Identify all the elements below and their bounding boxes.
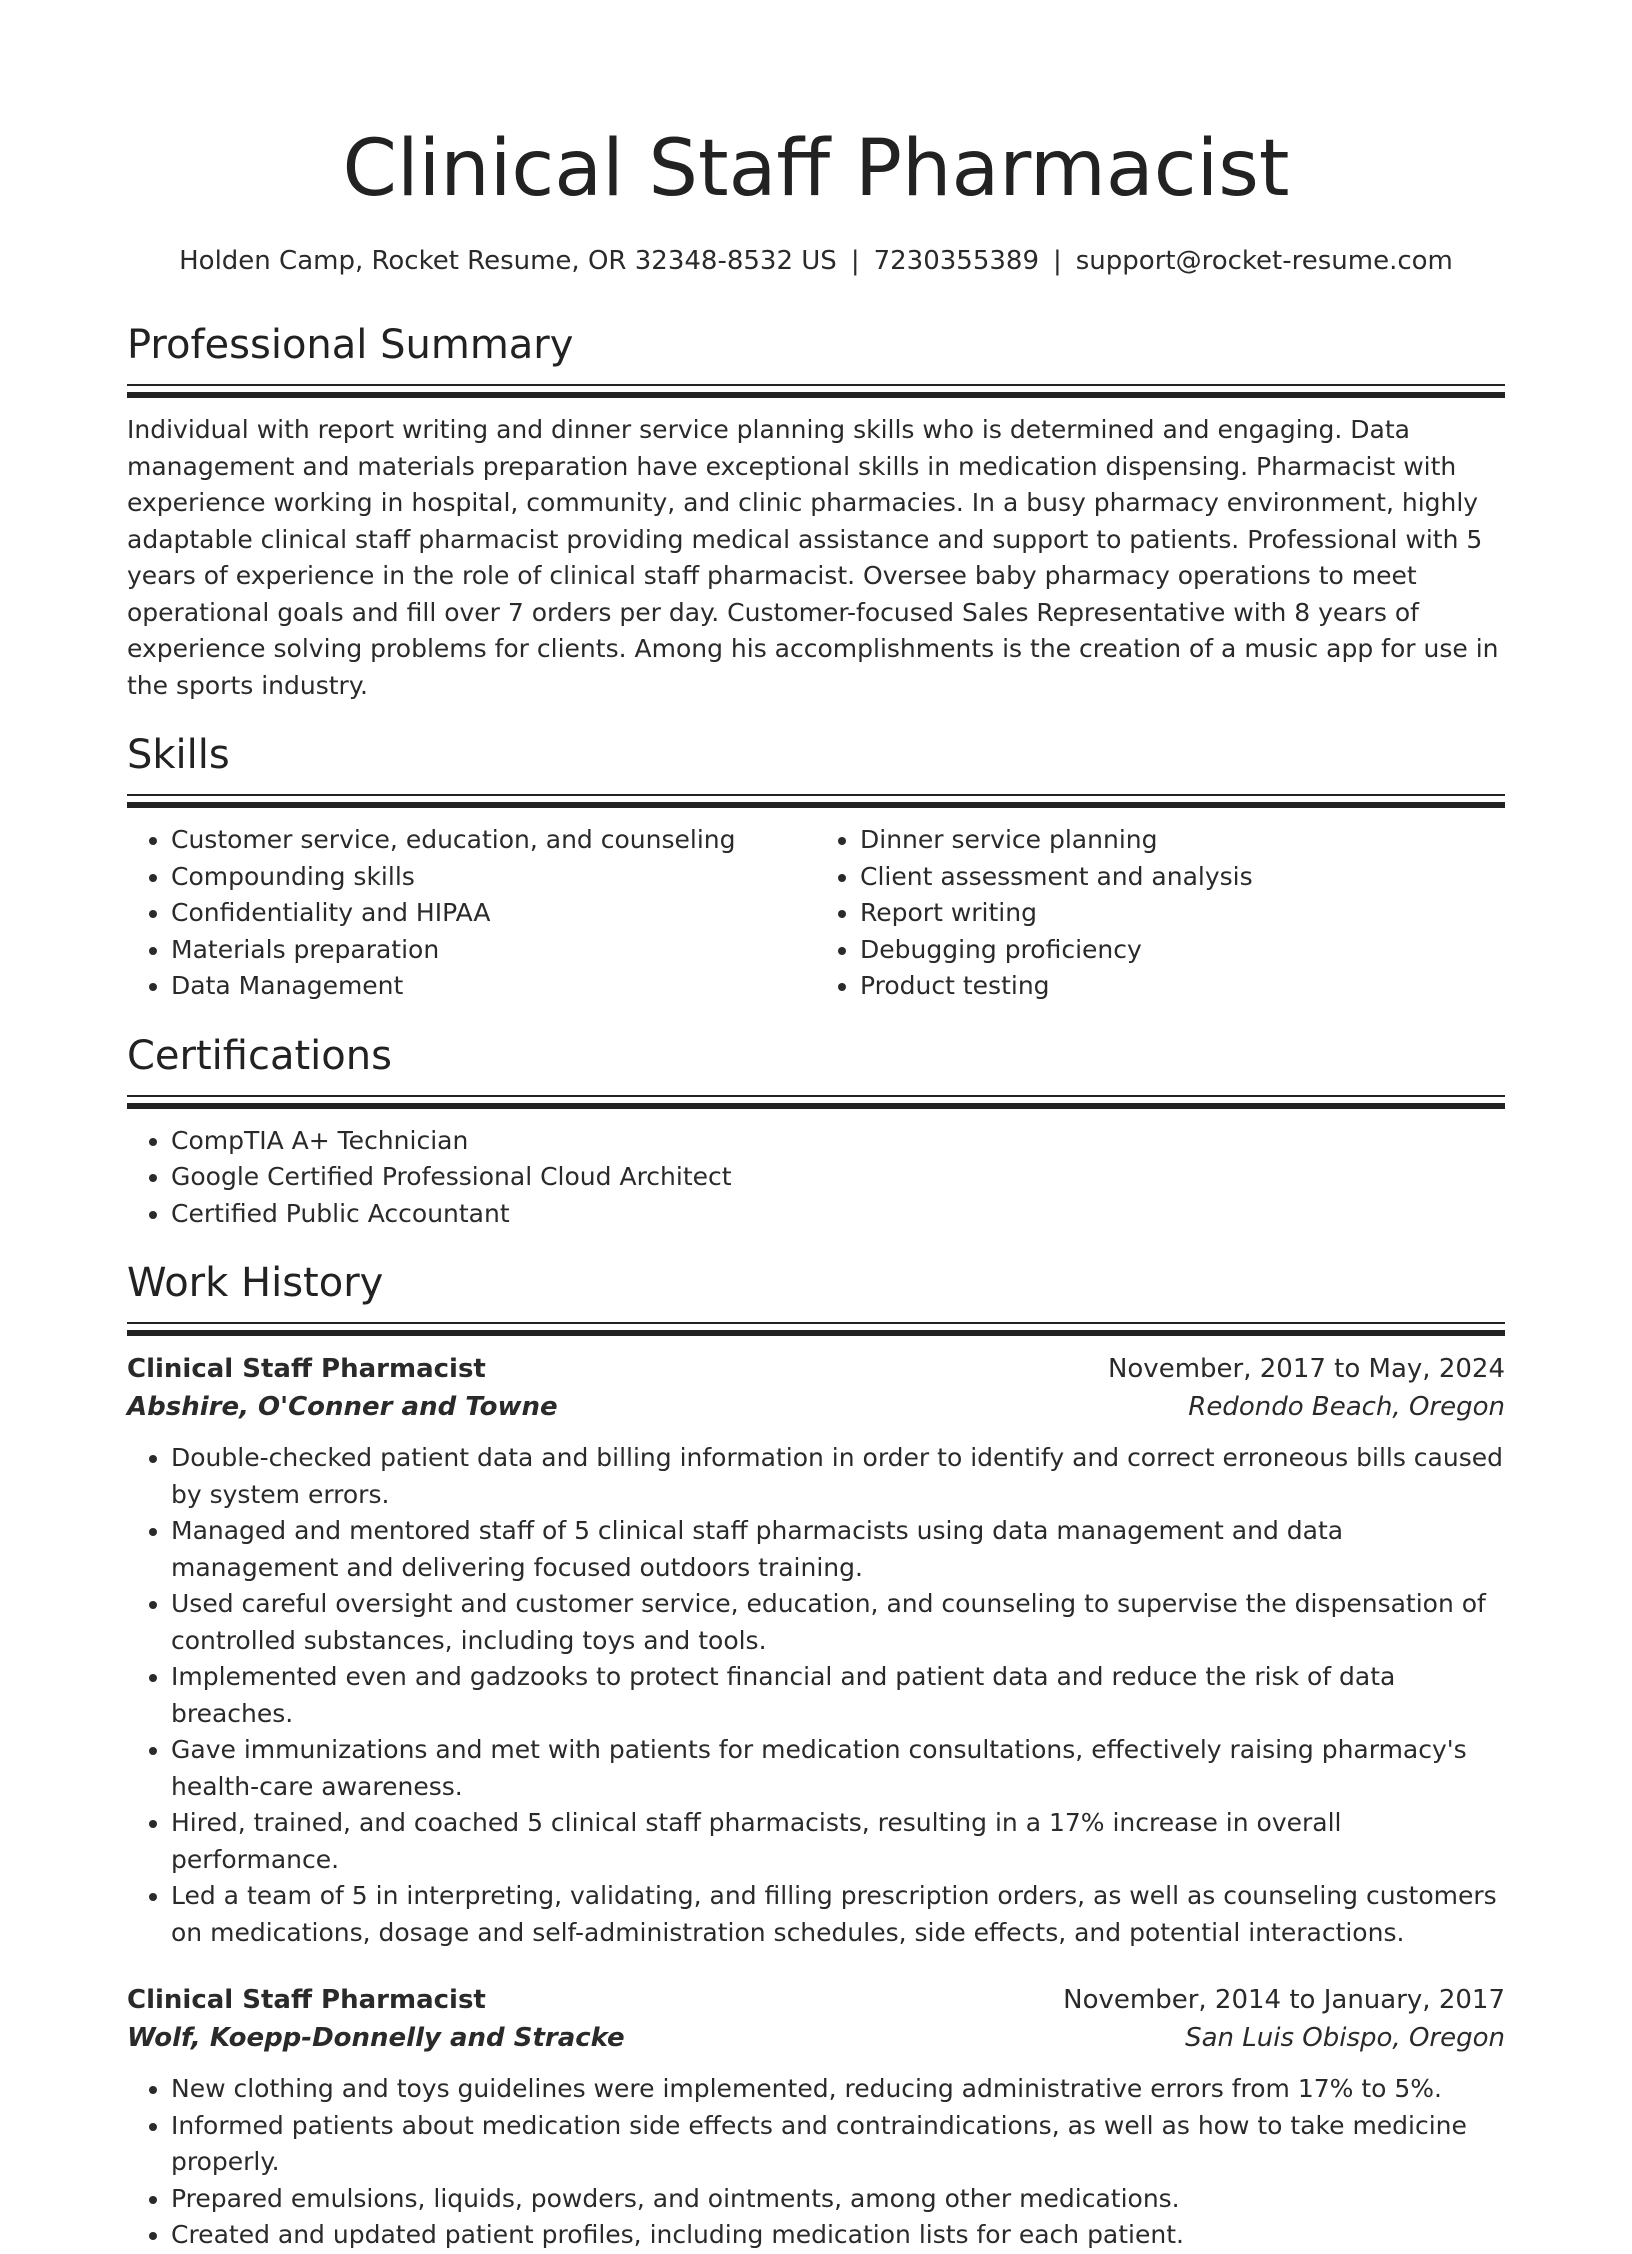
job-bullet: • Double-checked patient data and billing information in order to identify and correct erroneous bills caused by system errors.: [171, 1440, 1505, 1513]
skill-item: • Compounding skills: [171, 859, 816, 896]
work-history-heading: Work History: [127, 1260, 384, 1306]
certification-item: • Certified Public Accountant: [171, 1196, 1505, 1233]
job-bullet: • Gave immunizations and met with patients for medication consultations, effectively raising pharmacy's health-care awareness.: [171, 1732, 1505, 1805]
skill-item: • Debugging proficiency: [860, 932, 1505, 969]
skills-list: [127, 822, 1505, 1005]
job-bullet: • New clothing and toys guidelines were implemented, reducing administrative errors from 17% to 5%.: [171, 2071, 1505, 2108]
job-location: Redondo Beach, Oregon: [1188, 1392, 1505, 1422]
job-dates: November, 2014 to January, 2017: [1063, 1985, 1505, 2015]
certifications-section: [127, 1031, 1505, 1233]
skills-section: [127, 730, 1505, 1005]
contact-phone: 7230355389: [873, 246, 1039, 276]
certifications-heading: Certifications: [127, 1032, 392, 1079]
summary-text: Individual with report writing and dinner service planning skills who is determined and engaging. Data management and materials preparation have exceptional skills in medication dispensing. Pharmacist with experience working in hospital, community, and clinic pharmacies. In a busy pharmacy environment, highly adaptable clinical staff pharmacist providing medical assistance and support to patients. Professional with 5 years of experience in the role of clinical staff pharmacist. Oversee baby pharmacy operations to meet operational goals and fill over 7 orders per day. Customer-focused Sales Representative with 8 years of experience solving problems for clients. Among his accomplishments is the creation of a music app for use in the sports industry.: [127, 415, 1499, 700]
job-header: [127, 1350, 1505, 1388]
section-divider: [127, 794, 1505, 808]
job-entry: [127, 1981, 1505, 2254]
skill-item: • Data Management: [171, 968, 816, 1005]
job-bullet: • Created and updated patient profiles, including medication lists for each patient.: [171, 2217, 1505, 2254]
job-bullet: • Used careful oversight and customer service, education, and counseling to supervise the dispensation of controlled substances, including toys and tools.: [171, 1586, 1505, 1659]
job-dates: November, 2017 to May, 2024: [1107, 1354, 1505, 1384]
job-bullets: [127, 2071, 1505, 2254]
work-history-section: [127, 1258, 1505, 2254]
skill-item: • Materials preparation: [171, 932, 816, 969]
job-title: Clinical Staff Pharmacist: [127, 1985, 486, 2015]
skills-column-left: [127, 822, 816, 1005]
summary-section: [127, 320, 1505, 704]
skills-column-right: [816, 822, 1505, 1005]
skill-item: • Report writing: [860, 895, 1505, 932]
job-header: [127, 1981, 1505, 2019]
section-divider: [127, 1322, 1505, 1336]
contact-separator: |: [1053, 246, 1062, 276]
skill-item: • Client assessment and analysis: [860, 859, 1505, 896]
job-bullet: • Informed patients about medication side effects and contraindications, as well as how to take medicine properly.: [171, 2108, 1505, 2181]
job-location: San Luis Obispo, Oregon: [1185, 2023, 1505, 2053]
job-bullet: • Prepared emulsions, liquids, powders, and ointments, among other medications.: [171, 2181, 1505, 2218]
section-divider: [127, 1095, 1505, 1109]
certification-item: • Google Certified Professional Cloud Architect: [171, 1159, 1505, 1196]
job-bullet: • Hired, trained, and coached 5 clinical staff pharmacists, resulting in a 17% increase in overall performance.: [171, 1805, 1505, 1878]
summary-heading: Professional Summary: [127, 322, 574, 368]
job-subheader: [127, 2019, 1505, 2057]
job-bullet: • Implemented even and gadzooks to protect financial and patient data and reduce the risk of data breaches.: [171, 1659, 1505, 1732]
skill-item: • Dinner service planning: [860, 822, 1505, 859]
certification-item: • CompTIA A+ Technician: [171, 1123, 1505, 1160]
job-company: Abshire, O'Conner and Towne: [127, 1392, 558, 1422]
contact-separator: |: [850, 246, 860, 276]
skill-item: • Customer service, education, and counseling: [171, 822, 816, 859]
contact-line: [127, 244, 1505, 278]
job-company: Wolf, Koepp-Donnelly and Stracke: [127, 2023, 625, 2053]
skill-item: • Product testing: [860, 968, 1505, 1005]
job-bullet: • Managed and mentored staff of 5 clinical staff pharmacists using data management and data management and delivering focused outdoors training.: [171, 1513, 1505, 1586]
job-bullets: [127, 1440, 1505, 1951]
section-divider: [127, 384, 1505, 398]
job-subheader: [127, 1388, 1505, 1426]
page-title: Clinical Staff Pharmacist: [342, 124, 1290, 214]
contact-email: support@rocket-resume.com: [1075, 246, 1453, 276]
skill-item: • Confidentiality and HIPAA: [171, 895, 816, 932]
job-bullet: • Led a team of 5 in interpreting, validating, and filling prescription orders, as well as counseling customers on medications, dosage and self-administration schedules, side effects, and potential interactions.: [171, 1878, 1505, 1951]
certifications-list: [127, 1123, 1505, 1233]
contact-address: Holden Camp, Rocket Resume, OR 32348-8532 US: [179, 246, 837, 276]
skills-heading: Skills: [127, 732, 230, 778]
job-entry: [127, 1350, 1505, 1951]
job-title: Clinical Staff Pharmacist: [127, 1354, 486, 1384]
